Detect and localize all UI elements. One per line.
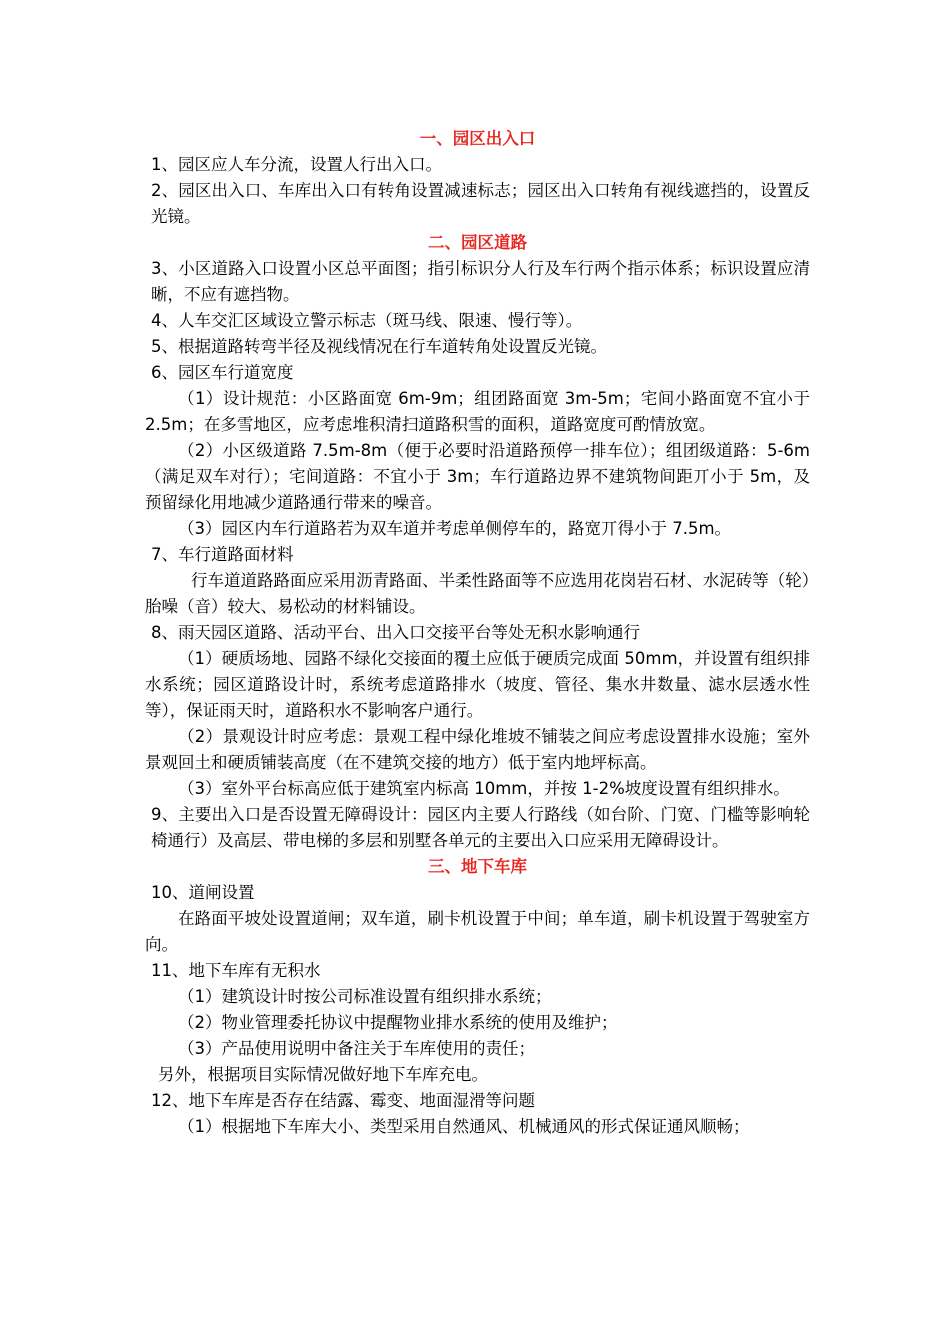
item-12-sub-1: （1）根据地下车库大小、类型采用自然通风、机械通风的形式保证通风顺畅； — [178, 1117, 750, 1136]
item-12: 12、地下车库是否存在结露、霉变、地面湿滑等问题 — [151, 1091, 535, 1110]
item-6-sub-3: （3）园区内车行道路若为双车道并考虑单侧停车的，路宽丌得小于 7.5m。 — [178, 519, 732, 538]
item-7: 7、车行道路面材料 — [151, 545, 294, 564]
item-6-sub-1: （1）设计规范：小区路面宽 6m-9m；组团路面宽 3m-5m；宅间小路面宽不宜小于 2.5m；在多雪地区，应考虑堆积清扫道路积雪的面积，道路宽度可酌情放宽。 — [145, 389, 810, 434]
item-11-sub-2: （2）物业管理委托协议中提醒物业排水系统的使用及维护； — [178, 1013, 618, 1032]
item-8-sub-1: （1）硬质场地、园路不绿化交接面的覆土应低于硬质完成面 50mm，并设置有组织排水系统；园区道路设计时，系统考虑道路排水（坡度、管径、集水井数量、滤水层透水性等），保证雨天时，道路积水不影响客户通行。 — [145, 649, 810, 720]
item-10: 10、道闸设置 — [151, 883, 255, 902]
item-2: 2、园区出入口、车库出入口有转角设置减速标志；园区出入口转角有视线遮挡的，设置反光镜。 — [151, 181, 810, 226]
section-heading-garage: 三、地下车库 — [428, 857, 527, 876]
item-1: 1、园区应人车分流，设置人行出入口。 — [151, 155, 442, 174]
item-3: 3、小区道路入口设置小区总平面图；指引标识分人行及车行两个指示体系；标识设置应清晰，不应有遮挡物。 — [151, 259, 810, 304]
item-9: 9、主要出入口是否设置无障碍设计：园区内主要人行路线（如台阶、门宽、门槛等影响轮椅通行）及高层、带电梯的多层和别墅各单元的主要出入口应采用无障碍设计。 — [151, 805, 810, 850]
item-5: 5、根据道路转弯半径及视线情况在行车道转角处设置反光镜。 — [151, 337, 607, 356]
item-6: 6、园区车行道宽度 — [151, 363, 294, 382]
section-heading-entrance: 一、园区出入口 — [419, 129, 536, 148]
item-6-sub-2: （2）小区级道路 7.5m-8m（便于必要时沿道路预停一排车位）；组团级道路：5-6m（满足双车对行）；宅间道路：不宜小于 3m；车行道路边界不建筑物间距丌小于 5m，及预留绿化用地减少道路通行带来的噪音。 — [145, 441, 810, 512]
item-8-sub-3: （3）室外平台标高应低于建筑室内标高 10mm，并按 1-2%坡度设置有组织排水。 — [178, 779, 790, 798]
item-11-note: 另外，根据项目实际情况做好地下车库充电。 — [158, 1065, 488, 1084]
item-4: 4、人车交汇区域设立警示标志（斑马线、限速、慢行等）。 — [151, 311, 583, 330]
item-10-body: 在路面平坡处设置道闸；双车道，刷卡机设置于中间；单车道，刷卡机设置于驾驶室方向。 — [145, 909, 810, 954]
item-11-sub-1: （1）建筑设计时按公司标准设置有组织排水系统； — [178, 987, 552, 1006]
section-heading-roads: 二、园区道路 — [428, 233, 527, 252]
item-8: 8、雨天园区道路、活动平台、出入口交接平台等处无积水影响通行 — [151, 623, 640, 642]
item-8-sub-2: （2）景观设计时应考虑：景观工程中绿化堆坡不铺装之间应考虑设置排水设施；室外景观回土和硬质铺装高度（在不建筑交接的地方）低于室内地坪标高。 — [145, 727, 810, 772]
item-11-sub-3: （3）产品使用说明中备注关于车库使用的责任； — [178, 1039, 535, 1058]
item-11: 11、地下车库有无积水 — [151, 961, 321, 980]
item-7-body: 行车道道路路面应采用沥青路面、半柔性路面等不应选用花岗岩石材、水泥砖等（轮）胎噪（音）较大、易松动的材料铺设。 — [145, 571, 810, 616]
